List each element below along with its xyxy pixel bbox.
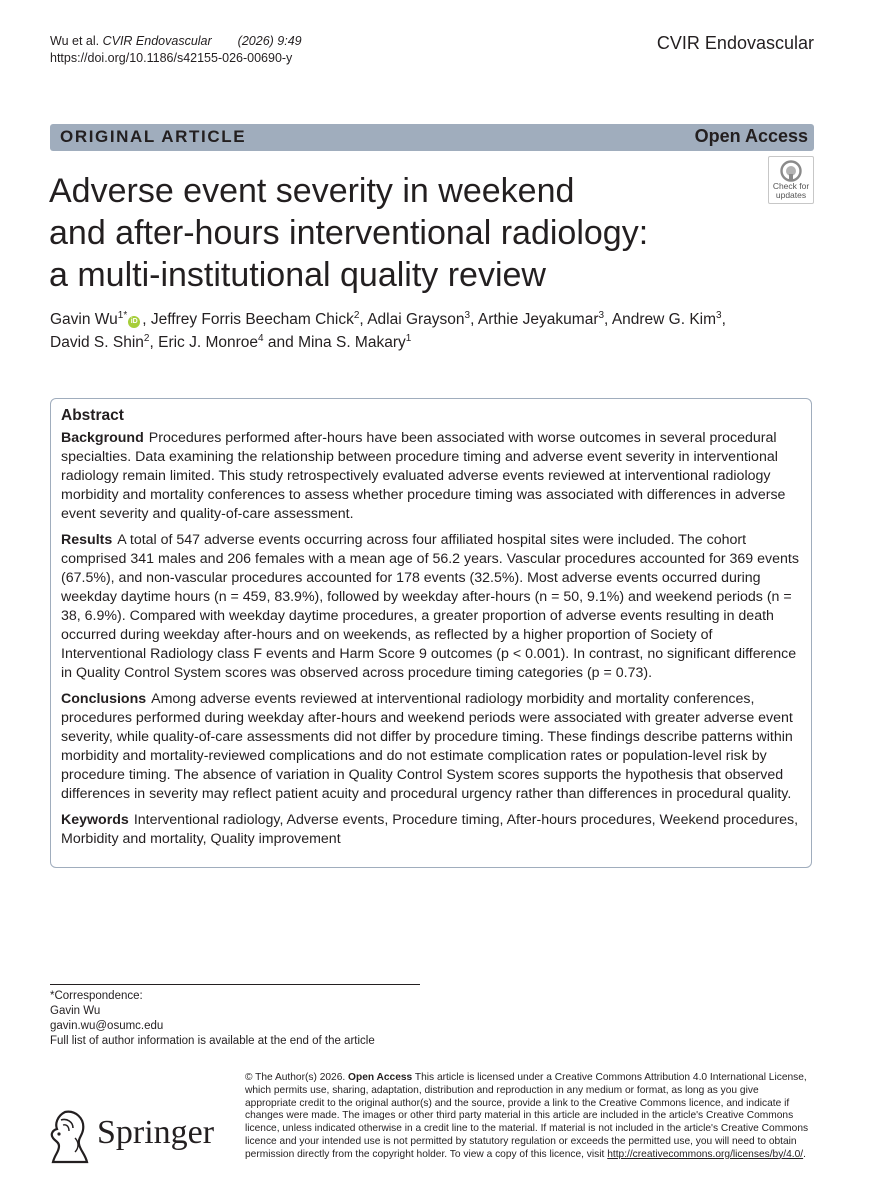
check-for-updates-badge[interactable] bbox=[768, 156, 814, 204]
author-affiliation: 3 bbox=[716, 310, 722, 321]
author-name: Eric J. Monroe bbox=[158, 334, 259, 351]
author-name: David S. Shin bbox=[50, 334, 144, 351]
author-name: Arthie Jeyakumar bbox=[477, 311, 599, 328]
title-line-2: and after-hours interventional radiology: bbox=[49, 214, 649, 252]
author-affiliation: 2 bbox=[353, 310, 360, 321]
author-affiliation: 2 bbox=[143, 333, 150, 344]
author-affiliation: 3 bbox=[598, 310, 605, 321]
citation-block bbox=[50, 33, 302, 67]
keywords-label: Keywords bbox=[61, 812, 129, 828]
correspondence-label: *Correspondence: bbox=[50, 990, 143, 1002]
title-line-1: Adverse event severity in weekend bbox=[49, 172, 575, 210]
author-name: Mina S. Makary bbox=[298, 334, 406, 351]
author-affiliation: 3 bbox=[464, 310, 471, 321]
abstract-conclusions bbox=[61, 690, 801, 804]
citation-journal: CVIR Endovascular bbox=[102, 34, 212, 48]
keywords-text: Interventional radiology, Adverse events, Procedure timing, After-hours procedures, Weekend procedures, Morbidity and mortality, Quality improvement bbox=[61, 812, 799, 847]
publisher-name: Springer bbox=[97, 1114, 215, 1151]
author-name: Andrew G. Kim bbox=[611, 311, 717, 328]
abstract-heading: Abstract bbox=[61, 407, 124, 424]
license-open-access-label: Open Access bbox=[348, 1072, 413, 1083]
copyright-text: © The Author(s) 2026. bbox=[245, 1072, 346, 1083]
springer-logo bbox=[45, 1108, 235, 1168]
results-label: Results bbox=[61, 532, 113, 548]
author-separator: and bbox=[263, 334, 299, 351]
author-affiliation: 1 bbox=[405, 333, 412, 344]
abstract-results bbox=[61, 531, 801, 683]
author-name: Gavin Wu bbox=[50, 311, 118, 328]
orcid-icon[interactable]: iD bbox=[128, 316, 140, 328]
abstract-background bbox=[61, 429, 801, 524]
author-list bbox=[50, 308, 790, 354]
correspondence-name: Gavin Wu bbox=[50, 1005, 101, 1017]
article-title bbox=[49, 170, 729, 296]
author-separator: , bbox=[149, 334, 159, 351]
background-text: Procedures performed after-hours have been associated with worse outcomes in several procedural specialties. Data examining the relationship between procedure timing and adverse event severity in interventional radiology remain limited. This study retrospectively evaluated adverse events reviewed at interventional radiology morbidity and mortality conferences to assess whether procedure timing was associated with differences in adverse event severity and quality-of-care assessment. bbox=[61, 430, 786, 522]
conclusions-label: Conclusions bbox=[61, 691, 147, 707]
author-name: Adlai Grayson bbox=[367, 311, 465, 328]
license-text: This article is licensed under a Creative Commons Attribution 4.0 International License, which permits use, sharing, adaptation, distribution and reproduction in any medium or format, as long as you give appropriate credit to the original author(s) and the source, provide a link to the Creative Commons licence, and indicate if changes were made. The images or other third party material in this article are included in the article's Creative Commons licence, unless indicated otherwise in a credit line to the material. If material is not included in the article's Creative Commons licence and your intended use is not permitted by statutory regulation or exceeds the permitted use, you will need to obtain permission directly from the copyright holder. To view a copy of this licence, visit bbox=[245, 1072, 809, 1160]
check-for-updates-icon bbox=[780, 160, 802, 182]
correspondence-block bbox=[50, 989, 375, 1049]
license-tail: . bbox=[803, 1148, 806, 1160]
background-label: Background bbox=[61, 430, 144, 446]
author-affiliation: 1* bbox=[117, 310, 128, 321]
article-type-banner bbox=[50, 124, 814, 151]
author-separator: , bbox=[721, 311, 726, 328]
abstract-box bbox=[50, 398, 812, 868]
results-text: A total of 547 adverse events occurring across four affiliated hospital sites were included. The cohort comprised 341 males and 206 females with a mean age of 56.2 years. Vascular procedures accounted for 369 events (67.5%), and non-vascular procedures accounted for 178 events (32.5%). Most adverse events occurred during weekday daytime hours (n = 459, 83.9%), followed by weekday after-hours (n = 50, 9.1%) and weekend periods (n = 38, 6.9%). Compared with weekday daytime procedures, a greater proportion of adverse events resulting in death occurred during weekday after-hours and on weekends, as reflected by a higher proportion of Society of Interventional Radiology class F events and Harm Score 9 outcomes (p < 0.001). In contrast, no significant difference in Quality Control System scores was observed across procedure timing categories (p = 0.73). bbox=[61, 532, 799, 681]
license-block bbox=[245, 1072, 810, 1162]
check-for-updates-line1: Check for bbox=[772, 181, 810, 191]
author-name: Jeffrey Forris Beecham Chick bbox=[150, 311, 354, 328]
open-access-label: Open Access bbox=[694, 126, 808, 146]
author-info-note: Full list of author information is available at the end of the article bbox=[50, 1035, 375, 1047]
citation-authors: Wu et al. bbox=[50, 34, 100, 48]
journal-name: CVIR Endovascular bbox=[656, 33, 814, 53]
citation-line bbox=[50, 33, 302, 50]
license-link[interactable]: http://creativecommons.org/licenses/by/4.0/ bbox=[607, 1148, 804, 1160]
check-for-updates-line2: updates bbox=[775, 190, 807, 200]
author-separator: , bbox=[470, 311, 478, 328]
author-separator: , bbox=[359, 311, 368, 328]
doi-link[interactable]: https://doi.org/10.1186/s42155-026-00690-y bbox=[50, 51, 293, 65]
citation-year-volume: (2026) 9:49 bbox=[237, 34, 302, 48]
springer-horse-icon bbox=[45, 1108, 93, 1166]
conclusions-text: Among adverse events reviewed at interventional radiology morbidity and mortality conferences, procedures performed during weekday after-hours and weekend periods were associated with greater adverse event severity, while quality-of-care assessments did not differ by procedure timing. These findings describe patterns within morbidity and mortality-reviewed complications and do not estimate complication rates or population-level risk by procedure timing. The absence of variation in Quality Control System scores supports the hypothesis that observed differences in severity may reflect patient acuity and procedural urgency rather than differences in procedural quality. bbox=[61, 691, 793, 802]
abstract-keywords bbox=[61, 811, 801, 849]
title-line-3: a multi-institutional quality review bbox=[49, 256, 546, 294]
correspondence-email[interactable]: gavin.wu@osumc.edu bbox=[50, 1020, 164, 1032]
article-type-label: ORIGINAL ARTICLE bbox=[60, 127, 247, 146]
author-separator: , bbox=[604, 311, 612, 328]
footnote-divider bbox=[50, 984, 420, 985]
author-affiliation: 4 bbox=[258, 333, 264, 344]
author-separator: , bbox=[142, 311, 151, 328]
